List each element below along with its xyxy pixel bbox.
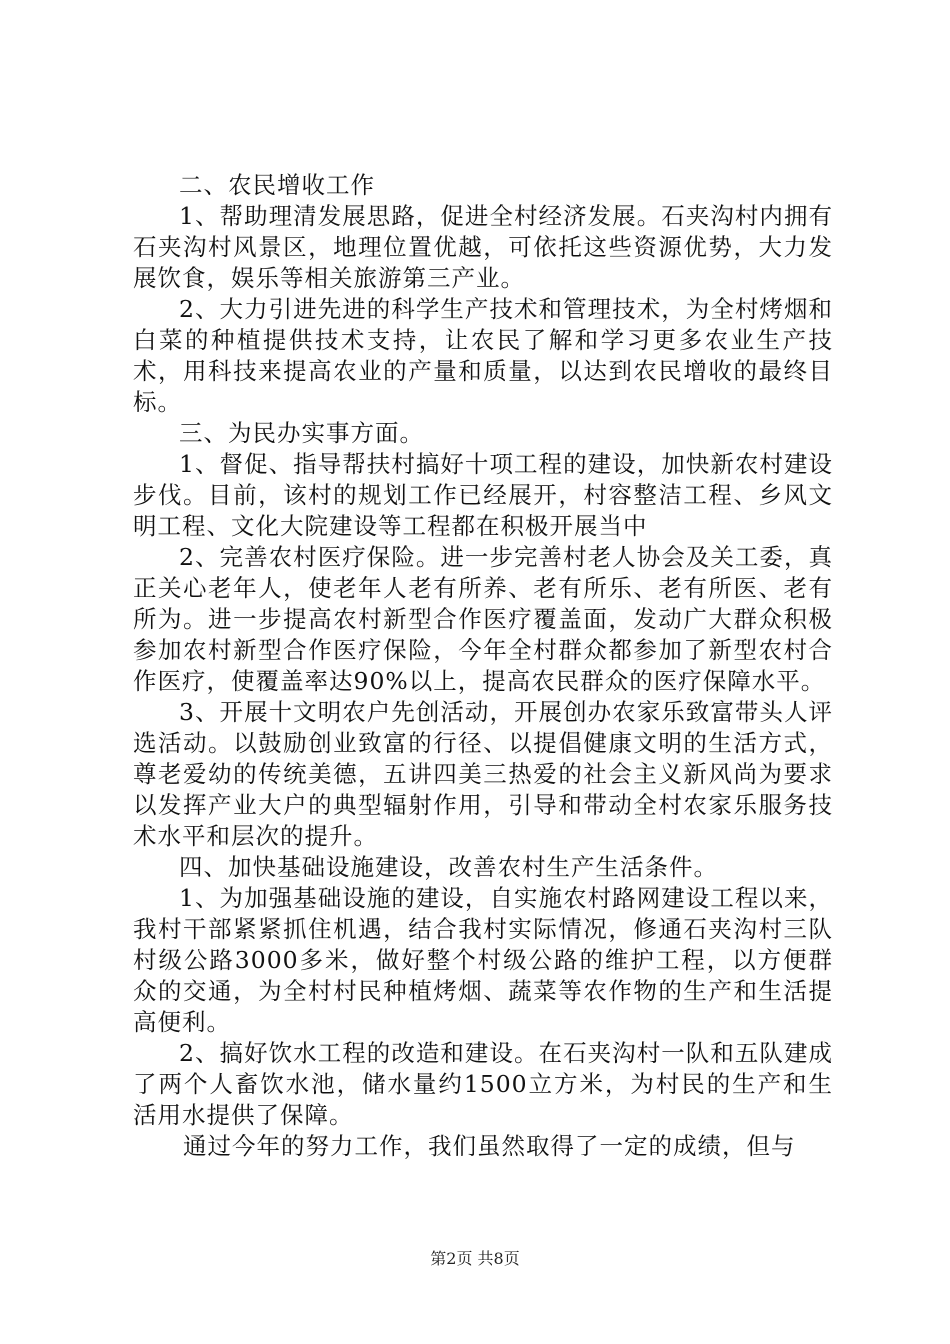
page-number-footer: 第2页 共8页 [430,1249,520,1268]
paragraph: 2、搞好饮水工程的改造和建设。在石夹沟村一队和五队建成了两个人畜饮水池，储水量约1500立方米，为村民的生产和生活用水提供了保障。 [133,1039,833,1129]
section-heading: 四、加快基础设施建设，改善农村生产生活条件。 [179,853,718,881]
paragraph: 通过今年的努力工作，我们虽然取得了一定的成绩，但与 [183,1132,796,1160]
paragraph: 1、督促、指导帮扶村搞好十项工程的建设，加快新农村建设步伐。目前，该村的规划工作已经展开，村容整洁工程、乡风文明工程、文化大院建设等工程都在积极开展当中 [133,450,833,540]
paragraph: 2、大力引进先进的科学生产技术和管理技术，为全村烤烟和白菜的种植提供技术支持，让农民了解和学习更多农业生产技术，用科技来提高农业的产量和质量，以达到农民增收的最终目标。 [133,295,833,416]
paragraph: 2、完善农村医疗保险。进一步完善村老人协会及关工委，真正关心老年人，使老年人老有所养、老有所乐、老有所医、老有所为。进一步提高农村新型合作医疗覆盖面，发动广大群众积极参加农村新型合作医疗保险，今年全村群众都参加了新型农村合作医疗，使覆盖率达90%以上，提高农民群众的医疗保障水平。 [133,543,833,695]
section-heading: 二、农民增收工作 [179,171,375,199]
paragraph: 1、帮助理清发展思路，促进全村经济发展。石夹沟村内拥有石夹沟村风景区，地理位置优越，可依托这些资源优势，大力发展饮食，娱乐等相关旅游第三产业。 [133,202,833,292]
paragraph: 1、为加强基础设施的建设，自实施农村路网建设工程以来，我村干部紧紧抓住机遇，结合我村实际情况，修通石夹沟村三队村级公路3000多米，做好整个村级公路的维护工程，以方便群众的交通，为全村村民种植烤烟、蔬菜等农作物的生产和生活提高便利。 [133,884,833,1036]
document-body [133,170,833,1162]
section-heading: 三、为民办实事方面。 [179,419,424,447]
paragraph: 3、开展十文明农户先创活动，开展创办农家乐致富带头人评选活动。以鼓励创业致富的行径、以提倡健康文明的生活方式，尊老爱幼的传统美德，五讲四美三热爱的社会主义新风尚为要求以发挥产业大户的典型辐射作用，引导和带动全村农家乐服务技术水平和层次的提升。 [133,698,833,850]
